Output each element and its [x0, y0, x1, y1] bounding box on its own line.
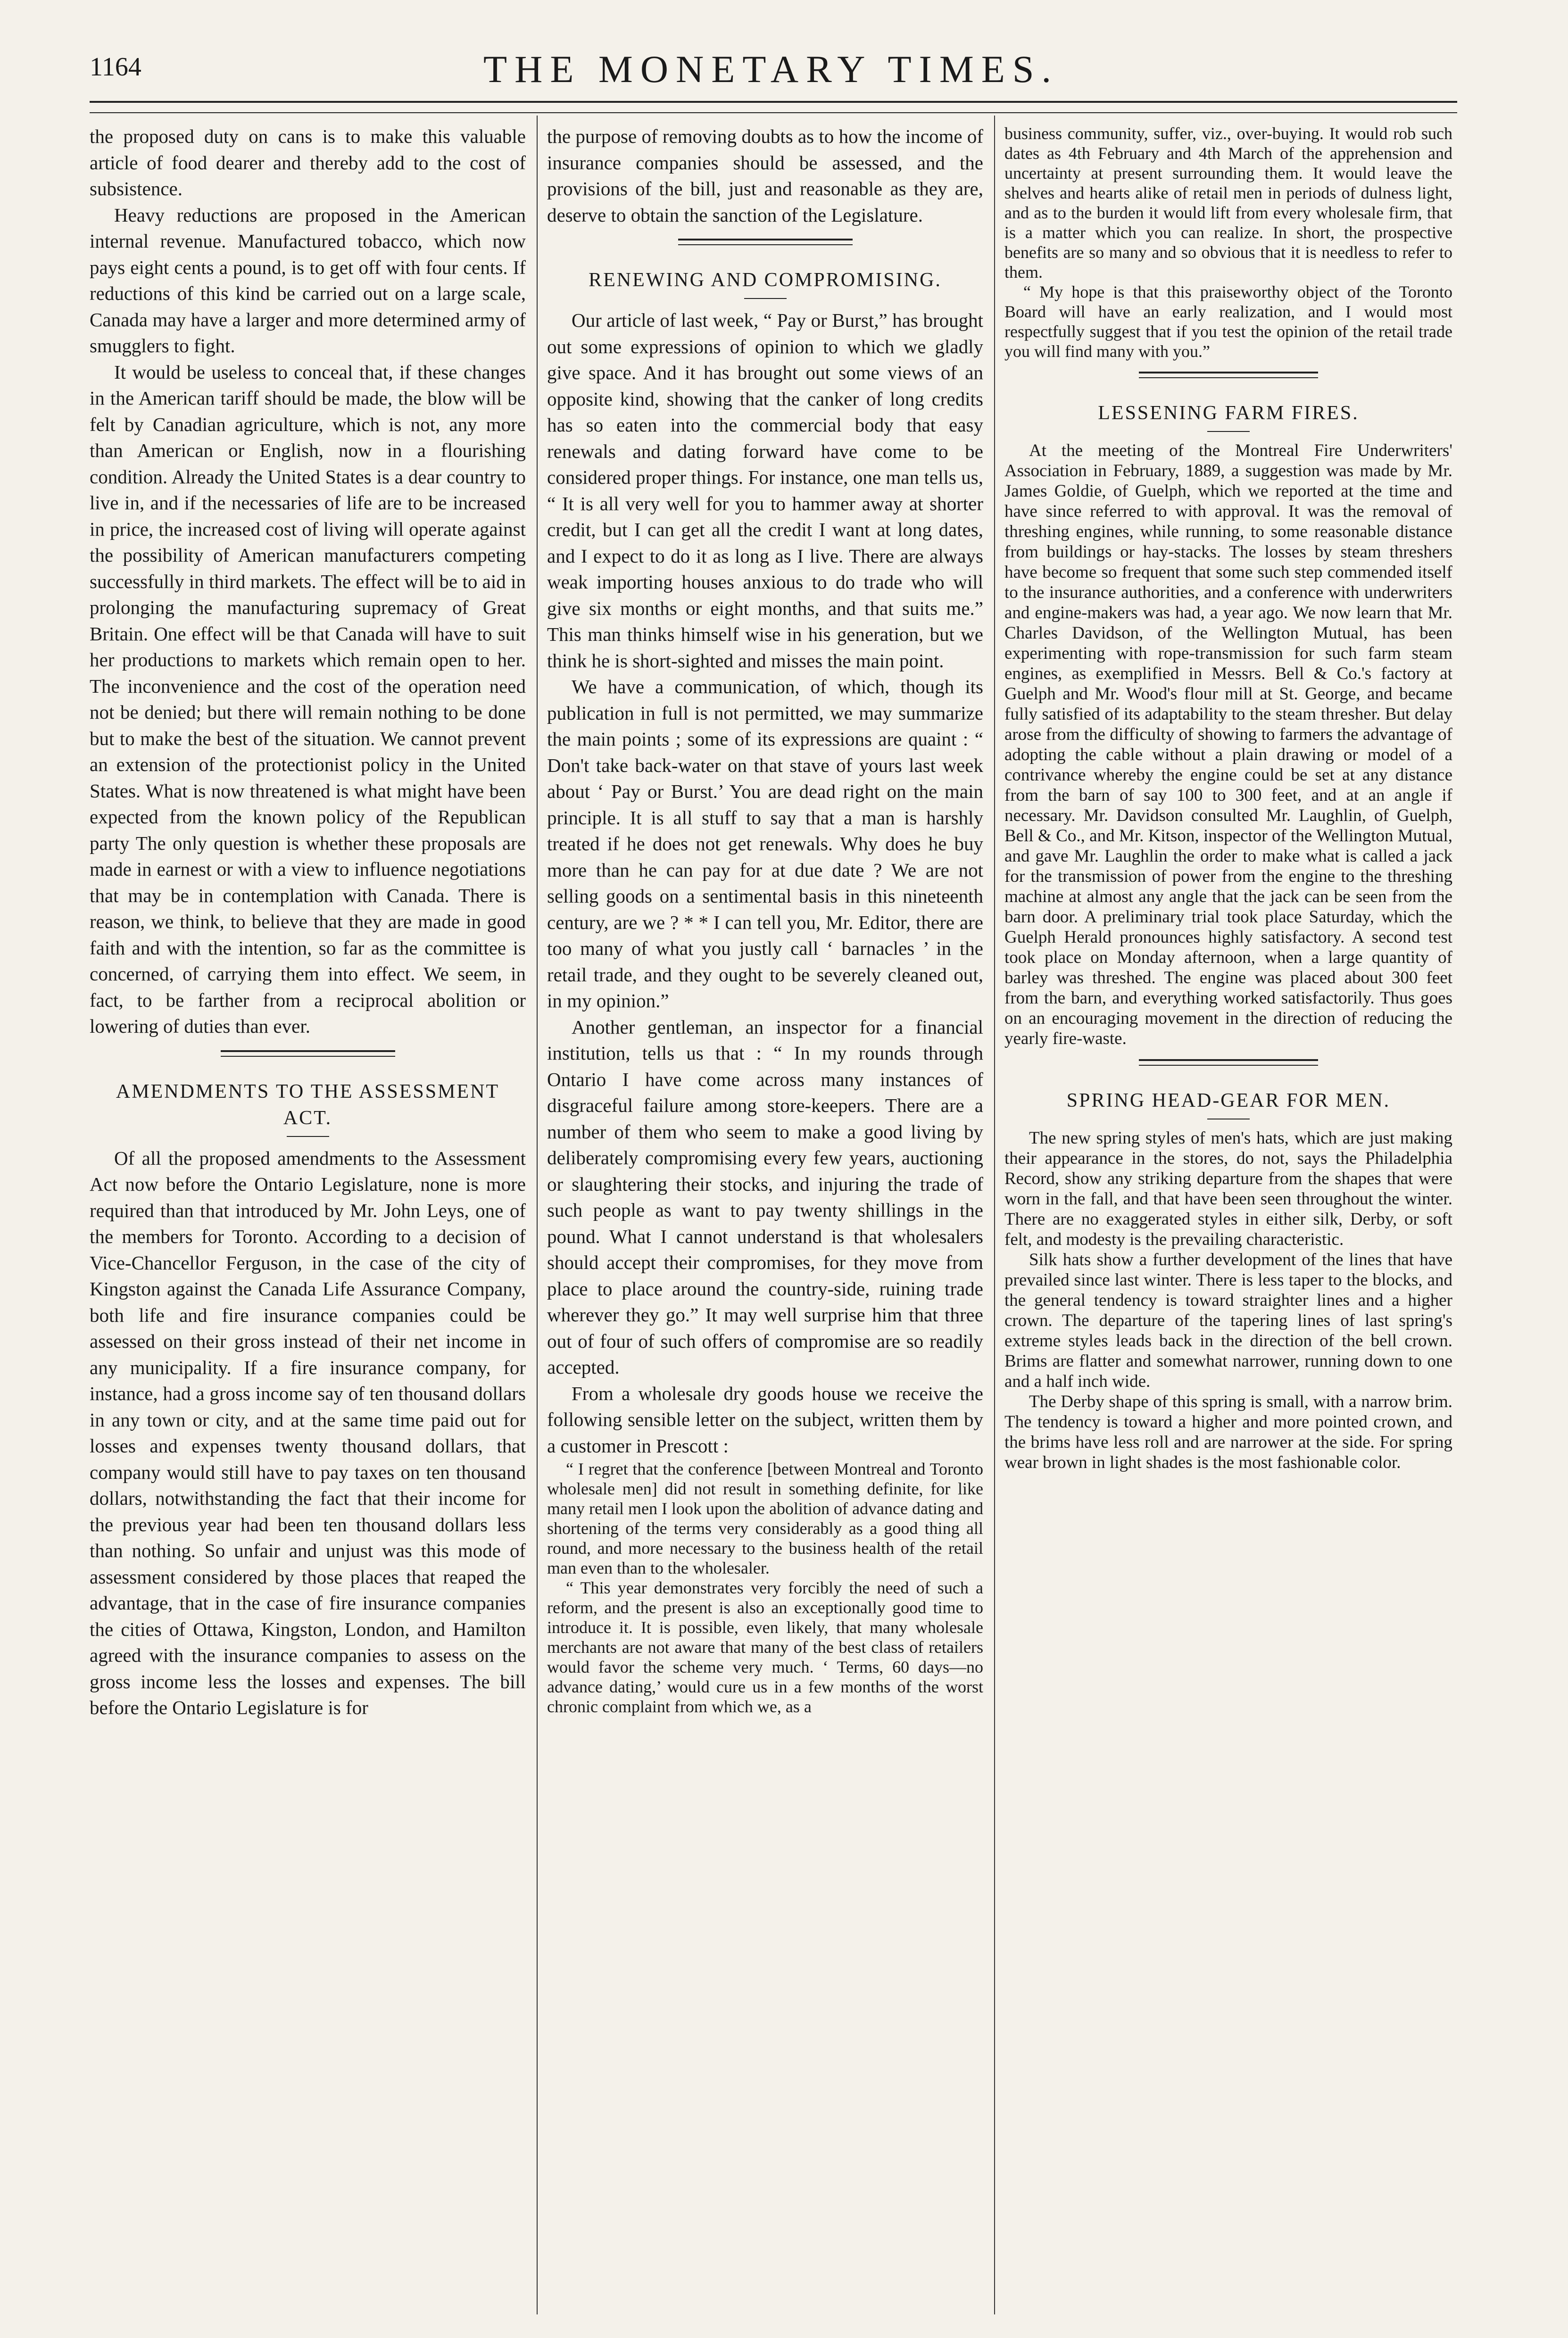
section-separator — [1004, 361, 1452, 394]
article-heading: AMENDMENTS TO THE ASSESSMENT ACT. — [116, 1080, 500, 1129]
paragraph: Of all the proposed amendments to the Assessment Act now before the Ontario Legislature, none is more required than that introduced by Mr. John Leys, one of the members for Toronto. According to a decision of Vice-Chancellor Ferguson, in the case of the city of Kingston against the Canada Life Assurance Company, both life and fire insurance companies could be assessed on their gross instead of their net income in any municipality. If a fire insurance company, for instance, had a gross income say of ten thousand dollars in any town or city, and at the same time paid out for losses and expenses twenty thousand dollars, that company would still have to pay taxes on ten thousand dollars, notwithstanding the fact that their income for the previous year had been ten thousand dollars less than nothing. So unfair and unjust was this mode of assessment considered by those places that reaped the advantage, that in the case of fire insurance companies the cities of Ottawa, Kingston, London, and Hamilton agreed with the insurance companies to assess on the gross income less the losses and expenses. The bill before the Ontario Legislature is for — [90, 1147, 526, 1718]
column-1 — [90, 124, 526, 2314]
header-rule-thin — [90, 112, 1457, 113]
page-header — [90, 47, 1452, 94]
section-separator — [90, 1040, 526, 1073]
heading-dash — [1207, 431, 1250, 432]
column-3 — [1004, 124, 1452, 2314]
paragraph: Our article of last week, “ Pay or Burst,” has brought out some expressions of opinion to which we gladly give space. And it has brought out some views of an opposite kind, showing that the canker of long credits has so eaten into the commercial body that easy renewals and dating forward have come to be considered proper things. For instance, one man tells us, “ It is all very well for you to hammer away at shorter credit, but I can get all the credit I want at long dates, and I expect to do it as long as I live. There are always weak importing houses anxious to do trade who will give six months or eight months, and that suits me.” This man thinks himself wise in his generation, but we think he is short-sighted and misses the main point. — [547, 309, 983, 672]
section-separator — [547, 228, 983, 261]
letter-quote: “ My hope is that this praiseworthy object of the Toronto Board will have an early realization, and I would most respectfully suggest that if you test the opinion of the retail trade you will find many with you.” — [1004, 282, 1452, 361]
letter-quote: “ I regret that the conference [between Montreal and Toronto wholesale men] did not result in something definite, for like many retail men I look upon the abolition of advance dating and shortening of the terms very considerably as a good thing all round, and more necessary to the business health of the retail man even than to the wholesaler. — [547, 1459, 983, 1577]
paragraph: From a wholesale dry goods house we receive the following sensible letter on the subject, written them by a customer in Prescott : — [547, 1382, 983, 1457]
column-rule-2 — [994, 116, 995, 2314]
column-2 — [547, 124, 983, 2314]
paragraph: Silk hats show a further development of the lines that have prevailed since last winter. There is less taper to the blocks, and the general tendency is toward straighter lines and a higher crown. The departure of the tapering lines of last spring's extreme styles leads back in the direction of the bell crown. Brims are flatter and somewhat narrower, running down to one and a half inch wide. — [1004, 1250, 1452, 1391]
page-number: 1164 — [90, 52, 141, 82]
paragraph: At the meeting of the Montreal Fire Underwriters' Association in February, 1889, a suggestion was made by Mr. James Goldie, of Guelph, which we reported at the time and have since referred to with approval. It was the removal of threshing engines, while running, to some reasonable distance from buildings or hay-stacks. The losses by steam threshers have become so frequent that some such step commended itself to the insurance authorities, and a conference with underwriters and engine-makers was had, a year ago. We now learn that Mr. Charles Davidson, of the Wellington Mutual, has been experimenting with rope-transmission for such farm steam engines, as exemplified in Messrs. Bell & Co.'s factory at Guelph and Mr. Wood's flour mill at St. George, and became fully satisfied of its adaptability to the steam thresher. But delay arose from the difficulty of showing to farmers the advantage of adopting the cable without a plain drawing or model of a contrivance whereby the engine could be set at any distance from the barn of say 100 to 300 feet, and at an angle if necessary. Mr. Davidson consulted Mr. Laughlin, of Guelph, Bell & Co., and Mr. Kitson, inspector of the Wellington Mutual, and gave Mr. Laughlin the order to make what is called a jack for the transmission of power from the engine to the threshing machine at almost any angle that the jack can be seen from the barn door. A preliminary trial took place Saturday, which the Guelph Herald pronounces highly satisfactory. A second test took place on Monday afternoon, when a large quantity of barley was threshed. The engine was placed about 300 feet from the barn, and everything worked satisfactorily. Thus goes on an encouraging movement in the direction of reducing the yearly fire-waste. — [1004, 441, 1452, 1048]
paragraph: the purpose of removing doubts as to how the income of insurance companies should be assessed, and the provisions of the bill, just and reasonable as they are, deserve to obtain the sanction of the Legislature. — [547, 125, 983, 226]
paragraph: The new spring styles of men's hats, which are just making their appearance in the stores, do not, says the Philadelphia Record, show any striking departure from the shapes that were worn in the fall, and that have been seen throughout the winter. There are no exaggerated styles in either silk, Derby, or soft felt, and modesty is the prevailing characteristic. — [1004, 1128, 1452, 1249]
masthead-title: THE MONETARY TIMES. — [483, 48, 1059, 91]
paragraph: The Derby shape of this spring is small, with a narrow brim. The tendency is toward a higher and more pointed crown, and the brims have less roll and are narrower at the side. For spring wear brown in light shades is the most fashionable color. — [1004, 1392, 1452, 1472]
paragraph: the proposed duty on cans is to make this valuable article of food dearer and thereby add to the cost of subsistence. — [90, 125, 526, 199]
header-rule-thick — [90, 101, 1457, 103]
paragraph: Another gentleman, an inspector for a financial institution, tells us that : “ In my rounds through Ontario I have come across many instances of disgraceful failure among store-keepers. There are a number of them who seem to make a good living by deliberately compromising every few years, auctioning or slaughtering their stocks, and injuring the trade of such people as want to pay twenty shillings in the pound. What I cannot understand is that wholesalers should accept their compromises, for they move from place to place around the country-side, ruining trade wherever they go.” It may well surprise him that three out of four of such offers of compromise are so readily accepted. — [547, 1016, 983, 1378]
section-separator — [1004, 1049, 1452, 1082]
paragraph: We have a communication, of which, though its publication in full is not permitted, we may summarize the main points ; some of its expressions are quaint : “ Don't take back-water on that stave of yours last week about ‘ Pay or Burst.’ You are dead right on the main principle. It is all stuff to say that a man is harshly treated if he does not get renewals. Why does he buy more than he can pay for at due date ? We are not selling goods on a sentimental basis in this nineteenth century, are we ? * * I can tell you, Mr. Editor, there are too many of what you justly call ‘ barnacles ’ in the retail trade, and they ought to be severely cleaned out, in my opinion.” — [547, 676, 983, 1011]
letter-quote: business community, suffer, viz., over-buying. It would rob such dates as 4th February and 4th March of the apprehension and uncertainty at present surrounding them. It would leave the shelves and hearts alike of retail men in periods of dulness light, and as to the burden it would lift from every wholesale firm, that is a matter which you can realize. In short, the prospective benefits are so many and so obvious that it is needless to refer to them. — [1004, 124, 1452, 282]
heading-dash — [287, 1136, 329, 1137]
paragraph: Heavy reductions are proposed in the American internal revenue. Manufactured tobacco, which now pays eight cents a pound, is to get off with four cents. If reductions of this kind be carried out on a large scale, Canada may have a larger and more determined army of smugglers to fight. — [90, 204, 526, 357]
article-heading: RENEWING AND COMPROMISING. — [589, 269, 942, 291]
article-heading: LESSENING FARM FIRES. — [1098, 402, 1359, 424]
article-heading: SPRING HEAD-GEAR FOR MEN. — [1066, 1090, 1391, 1111]
heading-dash — [744, 298, 787, 299]
column-rule-1 — [537, 116, 538, 2314]
letter-quote: “ This year demonstrates very forcibly the need of such a reform, and the present is also an exceptionally good time to introduce it. It is possible, even likely, that many wholesale merchants are not aware that many of the best class of retailers would favor the scheme very much. ‘ Terms, 60 days—no advance dating,’ would cure us in a few months of the worst chronic complaint from which we, as a — [547, 1578, 983, 1716]
paragraph: It would be useless to conceal that, if these changes in the American tariff should be made, the blow will be felt by Canadian agriculture, which is not, any more than American or English, now in a flourishing condition. Already the United States is a dear country to live in, and if the necessaries of life are to be increased in price, the increased cost of living will operate against the possibility of American manufacturers competing successfully in third markets. The effect will be to aid in prolonging the manufacturing supremacy of Great Britain. One effect will be that Canada will have to suit her productions to markets which remain open to her. The inconvenience and the cost of the operation need not be denied; but there will remain nothing to be done but to make the best of the situation. We cannot prevent an extension of the protectionist policy in the United States. What is now threatened is what might have been expected from the known policy of the Republican party The only question is whether these proposals are made in earnest or with a view to influence negotiations that may be in contemplation with Canada. There is reason, we think, to believe that they are made in good faith and with the intention, so far as the committee is concerned, of carrying them into effect. We seem, in fact, to be farther from a reciprocal abolition or lowering of duties than ever. — [90, 361, 526, 1037]
